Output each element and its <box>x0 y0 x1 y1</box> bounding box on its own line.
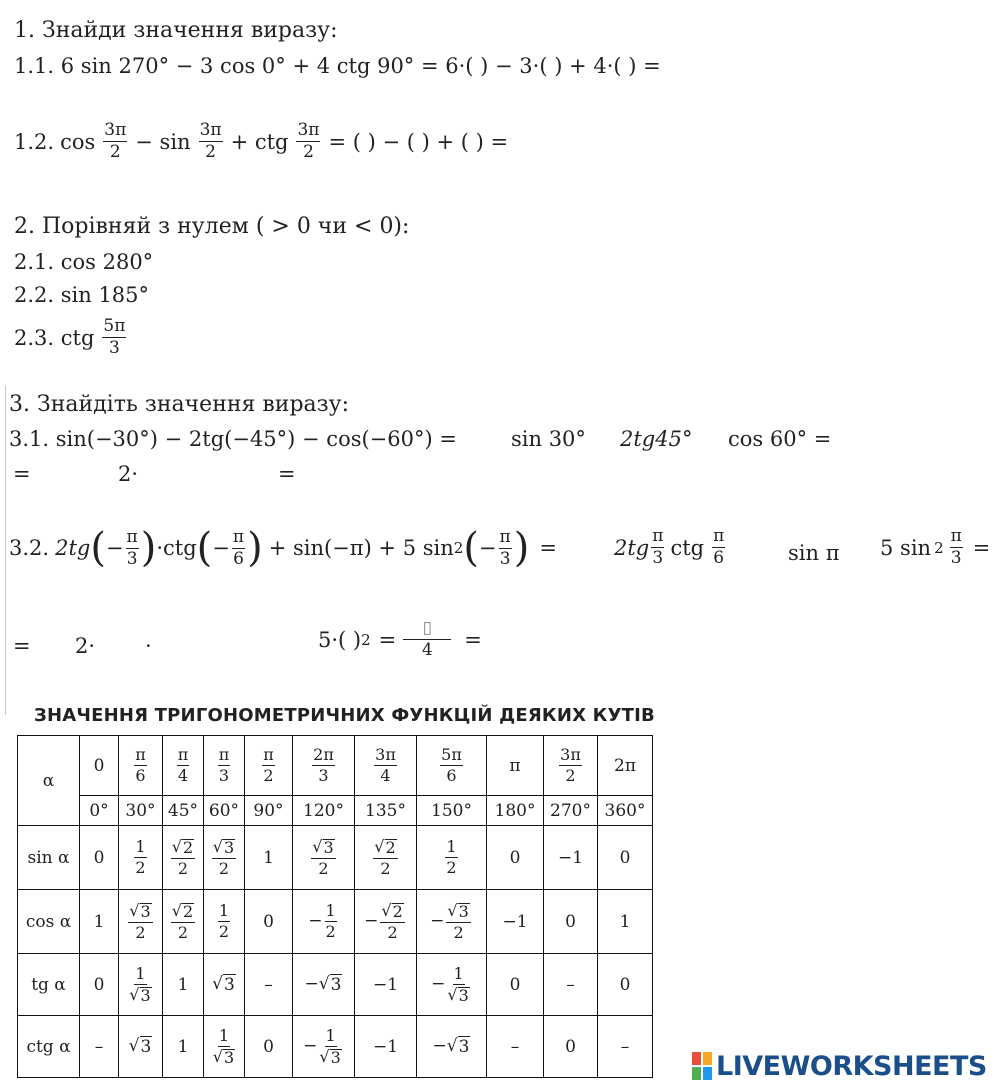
table-cell <box>204 826 245 890</box>
sqrt: √ 2 <box>381 900 403 921</box>
fraction: √ 3 2 <box>212 836 235 878</box>
table-cell: – <box>598 1016 653 1078</box>
fraction: $\frac{\pi}{3}$ <box>126 526 138 569</box>
fraction: $\frac{3\pi}{4}$ <box>375 745 396 785</box>
fraction: $\frac{\pi}{6}$ <box>135 745 146 785</box>
sqrt: √ 3 <box>446 1036 470 1057</box>
sqrt: √ 3 <box>319 1046 341 1067</box>
table-cell: 0 <box>487 954 544 1016</box>
table-cell <box>119 826 163 890</box>
fraction: $\frac{\pi}{3}$ <box>218 745 230 785</box>
radian-header: 0 <box>80 736 119 796</box>
degree-header: 180° <box>487 796 544 826</box>
table-cell: − √ 3 <box>293 954 355 1016</box>
sqrt: √ 3 <box>212 1046 235 1067</box>
task3-2-row2-eq: = <box>13 634 31 658</box>
table-row <box>18 1016 653 1078</box>
radian-header <box>119 736 163 796</box>
task3-1-cos: cos 60° = <box>728 427 832 451</box>
task1-2 <box>14 122 508 161</box>
task3-2-sinpi: + sin(−π) + 5 sin <box>268 536 454 560</box>
table-cell <box>163 826 204 890</box>
table-cell <box>355 826 417 890</box>
task1-1 <box>14 54 661 78</box>
table-cell <box>293 826 355 890</box>
task1-title: 1. Знайди значення виразу: <box>14 18 338 43</box>
fraction: √ 3 2 <box>129 900 151 942</box>
radian-header <box>163 736 204 796</box>
function-name: cos α <box>18 890 80 954</box>
degree-header: 120° <box>293 796 355 826</box>
fraction: $\frac{1}{2}$ <box>135 837 146 877</box>
task3-2-expr: 3.2. 2tg ( − $\frac{\pi}{3}$ ) ·ctg ( − $\frac{\pi}{6}$ ) + sin(−π) + 5 sin 2 ( − $\frac{\pi}{3}$ ) = <box>9 525 557 571</box>
fraction: $\frac{5\pi}{3}$ <box>103 316 126 358</box>
table-cell <box>119 1016 163 1078</box>
task3-1-expr: 3.1. sin(−30°) − 2tg(−45°) − cos(−60°) = <box>9 427 457 451</box>
degree-header: 270° <box>544 796 598 826</box>
alpha-header: α <box>18 736 80 826</box>
radian-header <box>417 736 487 796</box>
fraction: 1 √ 3 <box>447 963 469 1005</box>
table-cell: 0 <box>598 954 653 1016</box>
table-cell <box>163 890 204 954</box>
fraction: $\frac{\pi}{6}$ <box>713 526 725 568</box>
table-header-radians <box>18 736 653 796</box>
degree-header: 135° <box>355 796 417 826</box>
fraction: √ 2 2 <box>374 836 396 878</box>
table-cell <box>119 954 163 1016</box>
task1-2-tail: = ( ) − ( ) + ( ) = <box>328 129 509 154</box>
table-cell: 1 <box>245 826 293 890</box>
logo-mark-icon <box>692 1052 712 1080</box>
function-name: ctg α <box>18 1016 80 1078</box>
logo-text: LIVEWORKSHEETS <box>716 1050 987 1082</box>
function-name: sin α <box>18 826 80 890</box>
task3-1-tg: 2tg45° <box>620 427 693 451</box>
table-cell: – <box>544 954 598 1016</box>
task2-title: 2. Порівняй з нулем ( > 0 чи < 0): <box>14 214 410 239</box>
table-cell: − $\frac{1}{2}$ <box>293 890 355 954</box>
fraction: $\frac{5\pi}{6}$ <box>441 745 462 785</box>
table-cell <box>417 826 487 890</box>
table-cell: −1 <box>355 1016 417 1078</box>
sqrt: √ 3 <box>129 900 151 921</box>
degree-header: 150° <box>417 796 487 826</box>
table-row <box>18 826 653 890</box>
table-cell: 1 <box>163 954 204 1016</box>
fraction: $\frac{3\pi}{2}$ <box>199 120 222 162</box>
table-cell: −1 <box>355 954 417 1016</box>
table-cell <box>204 1016 245 1078</box>
sqrt: √ 3 <box>129 984 151 1005</box>
task3-1-sin: sin 30° <box>511 427 586 451</box>
function-name: tg α <box>18 954 80 1016</box>
fraction: $\frac{2\pi}{3}$ <box>313 745 334 785</box>
task2-3-label: 2.3. ctg <box>14 325 95 350</box>
sqrt: √ 3 <box>212 836 235 857</box>
table-cell: 0 <box>544 890 598 954</box>
task1-1-label: 1.1. <box>14 54 55 78</box>
table-cell <box>119 890 163 954</box>
fraction: $\frac{▯}{4}$ <box>404 620 450 659</box>
fraction: √ 2 2 <box>171 836 194 878</box>
radian-header <box>204 736 245 796</box>
table-cell: − √ 3 <box>417 1016 487 1078</box>
fraction: $\frac{3\pi}{2}$ <box>560 745 581 785</box>
fraction: $\frac{3\pi}{2}$ <box>297 120 320 162</box>
table-cell: – <box>245 954 293 1016</box>
degree-header: 45° <box>163 796 204 826</box>
task3-2-label: 3.2. <box>9 536 50 560</box>
table-cell: 1 <box>598 890 653 954</box>
table-cell: 0 <box>80 954 119 1016</box>
fraction: 1 √ 3 <box>129 963 151 1005</box>
table-row <box>18 954 653 1016</box>
degree-header: 30° <box>119 796 163 826</box>
table-cell <box>204 890 245 954</box>
radian-header <box>245 736 293 796</box>
task3-1-row2-two: 2· <box>118 462 139 486</box>
radian-header <box>355 736 417 796</box>
liveworksheets-logo[interactable] <box>692 1050 987 1082</box>
degree-header: 360° <box>598 796 653 826</box>
task1-1-expr: 6 sin 270° − 3 cos 0° + 4 ctg 90° = 6·( ) − 3·( ) + 4·( ) = <box>60 54 661 78</box>
radian-header <box>544 736 598 796</box>
sqrt: √ 3 <box>447 984 469 1005</box>
radian-header: 2π <box>598 736 653 796</box>
task3-1-row2-eq: = <box>13 462 31 486</box>
fraction: $\frac{\pi}{3}$ <box>652 526 664 568</box>
table-title: ЗНАЧЕННЯ ТРИГОНОМЕТРИЧНИХ ФУНКЦІЙ ДЕЯКИХ КУТІВ <box>34 705 655 726</box>
table-cell: −1 <box>544 826 598 890</box>
task3-2-row2-two: 2· <box>75 634 96 658</box>
degree-header: 60° <box>204 796 245 826</box>
task3-2-row2-dot: · <box>145 634 152 658</box>
table-cell: 1 <box>80 890 119 954</box>
task3-2-row2-tail: 5·( ) 2 = $\frac{▯}{4}$ = <box>318 618 482 660</box>
task1-2-sin: − sin <box>135 129 191 154</box>
fraction: $\frac{\pi}{2}$ <box>263 745 274 785</box>
trig-table <box>17 735 653 1078</box>
sqrt: √ 2 <box>171 900 194 921</box>
table-cell: 0 <box>598 826 653 890</box>
table-cell: – <box>487 1016 544 1078</box>
task2-3 <box>14 318 128 357</box>
radian-header <box>293 736 355 796</box>
table-cell: 0 <box>487 826 544 890</box>
table-cell: 0 <box>245 890 293 954</box>
sqrt: √ 3 <box>128 1036 152 1057</box>
sqrt: √ 3 <box>312 836 334 857</box>
fraction: $\frac{\pi}{6}$ <box>232 526 245 569</box>
sqrt: √ 3 <box>447 900 469 921</box>
radian-header: π <box>487 736 544 796</box>
task1-2-label: 1.2. <box>14 129 55 154</box>
task1-2-ctg: + ctg <box>230 129 289 154</box>
sqrt: √ 3 <box>318 974 342 995</box>
fraction: √ 2 2 <box>381 900 403 942</box>
fraction: $\frac{1}{2}$ <box>218 901 230 941</box>
fraction: $\frac{1}{2}$ <box>446 837 457 877</box>
table-cell: − √ 2 2 <box>355 890 417 954</box>
table-cell: 1 <box>163 1016 204 1078</box>
table-cell: − 1 √ 3 <box>293 1016 355 1078</box>
fraction: $\frac{\pi}{3}$ <box>499 526 511 569</box>
fraction: √ 3 2 <box>312 836 334 878</box>
table-cell: – <box>80 1016 119 1078</box>
fraction: 1 √ 3 <box>212 1025 235 1067</box>
table-cell: −1 <box>487 890 544 954</box>
task3-2-r-sinpi: sin π <box>788 541 840 565</box>
table-row <box>18 890 653 954</box>
degree-header: 90° <box>245 796 293 826</box>
task1-2-cos: cos <box>60 129 96 154</box>
task3-2-tg: 2tg <box>55 536 91 560</box>
fraction: √ 2 2 <box>171 900 194 942</box>
fraction: √ 3 2 <box>447 900 469 942</box>
table-cell: 0 <box>80 826 119 890</box>
fraction: 1 √ 3 <box>319 1025 341 1067</box>
table-cell: 0 <box>245 1016 293 1078</box>
fraction: $\frac{\pi}{4}$ <box>177 745 189 785</box>
sqrt: √ 2 <box>171 836 194 857</box>
sqrt: √ 2 <box>374 836 396 857</box>
table-cell: 0 <box>544 1016 598 1078</box>
task2-1: 2.1. cos 280° <box>14 250 154 274</box>
task3-1-row2-eq2: = <box>278 462 296 486</box>
task3-2-r-5sin: 5 sin 2 $\frac{\pi}{3}$ = <box>880 526 991 568</box>
table-cell: − 1 √ 3 <box>417 954 487 1016</box>
fraction: $\frac{\pi}{3}$ <box>950 526 962 568</box>
task3-2-r-tg: 2tg $\frac{\pi}{3}$ ctg $\frac{\pi}{6}$ <box>614 526 725 568</box>
fraction: $\frac{3\pi}{2}$ <box>104 120 127 162</box>
table-cell: − √ 3 2 <box>417 890 487 954</box>
table-header-degrees <box>18 796 653 826</box>
degree-header: 0° <box>80 796 119 826</box>
task3-title: 3. Знайдіть значення виразу: <box>9 392 350 417</box>
sqrt: √ 3 <box>212 974 235 995</box>
task2-2: 2.2. sin 185° <box>14 283 150 307</box>
table-cell <box>204 954 245 1016</box>
task3-2-ctg: ·ctg <box>156 536 197 560</box>
left-divider <box>5 385 6 715</box>
fraction: $\frac{1}{2}$ <box>325 901 336 941</box>
